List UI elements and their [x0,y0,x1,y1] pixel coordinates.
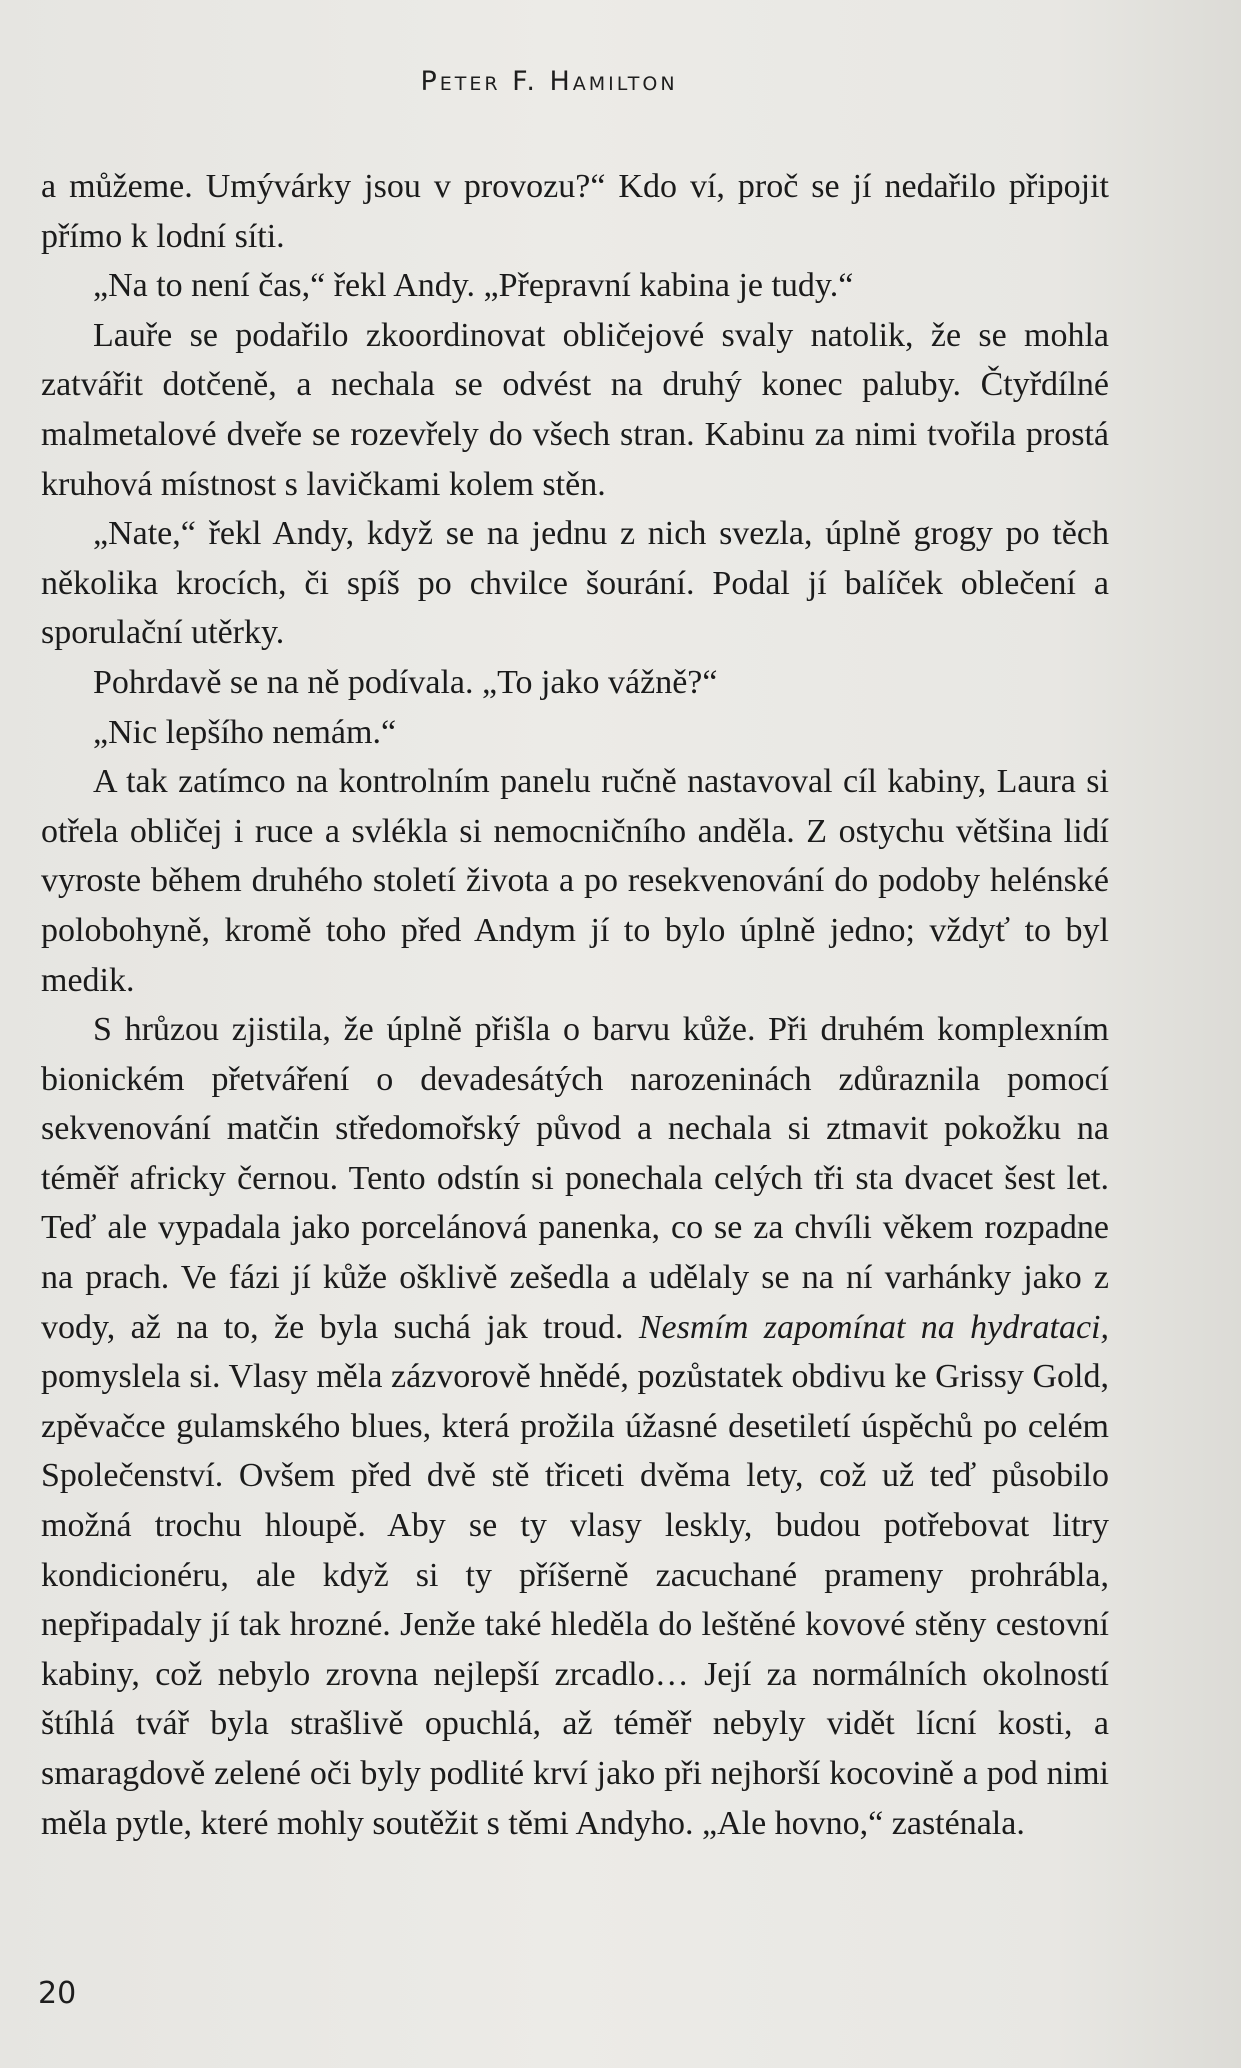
paragraph-text: S hrůzou zjistila, že úplně přišla o barvu kůže. Při druhém komplexním bionickém přetváření o devadesátých narozeninách zdůraznila pomocí sekvenování matčin středomořský původ a nechala si ztmavit pokožku na téměř africky černou. Tento odstín si ponechala celých tři sta dvacet šest let. Teď ale vypadala jako porcelánová panenka, co se za chvíli věkem rozpadne na prach. Ve fázi jí kůže ošklivě zešedla a udělaly se na ní varhánky jako z vody, až na to, že byla suchá jak troud. [41,1011,1109,1346]
running-head: Peter F. Hamilton [420,66,678,97]
paragraph: „Na to není čas,“ řekl Andy. „Přepravní kabina je tudy.“ [93,267,854,305]
paragraph: Lauře se podařilo zkoordinovat obličejové svaly natolik, že se mohla zatvářit dotčeně, a nechala se odvést na druhý konec paluby. Čtyřdílné malmetalové dveře se rozevřely do všech stran. Kabinu za nimi tvořila prostá kruhová místnost s lavičkami kolem stěn. [41,316,1109,503]
paragraph [41,1005,1109,1848]
paragraph: a můžeme. Umývárky jsou v provozu?“ Kdo ví, proč se jí nedařilo připojit přímo k lodní síti. [41,168,1109,255]
paragraph: A tak zatímco na kontrolním panelu ručně nastavoval cíl kabiny, Laura si otřela obličej i ruce a svlékla si nemocničního anděla. Z ostychu většina lidí vyroste během druhého století života a po resekvenování do podoby helénské polobohyně, kromě toho před Andym jí to bylo úplně jedno; vždyť to byl medik. [41,763,1109,999]
paragraph-text: pomyslela si. Vlasy měla zázvorově hnědé, pozůstatek obdivu ke Grissy Gold, zpěvačce gulamského blues, která prožila úžasné desetiletí úspěchů po celém Společenství. Ovšem před dvě stě třiceti dvěma lety, což už teď působilo možná trochu hloupě. Aby se ty vlasy leskly, budou potřebovat litry kondicionéru, ale když si ty příšerně zacuchané prameny prohrábla, nepřipadaly jí tak hrozné. Jenže také hleděla do leštěné kovové stěny cestovní kabiny, což nebylo zrovna nejlepší zrcadlo… Její za normálních okolností štíhlá tvář byla strašlivě opuchlá, až téměř nebyly vidět lícní kosti, a smaragdově zelené oči byly podlité krví jako při nejhorší kocovině a pod nimi měla pytle, které mohly soutěžit s těmi Andyho. „Ale hovno,“ zasténala. [41,1358,1109,1842]
paragraph: Pohrdavě se na ně podívala. „To jako vážně?“ [93,663,718,701]
page-number: 20 [38,1976,77,2011]
body-text [41,162,1109,1848]
italic-thought: Nesmím zapomínat na hydrataci, [638,1308,1109,1346]
paragraph: „Nate,“ řekl Andy, když se na jednu z nich svezla, úplně grogy po těch několika krocích, či spíš po chvilce šourání. Podal jí balíček oblečení a sporulační utěrky. [41,515,1109,652]
paragraph: „Nic lepšího nemám.“ [93,713,397,751]
